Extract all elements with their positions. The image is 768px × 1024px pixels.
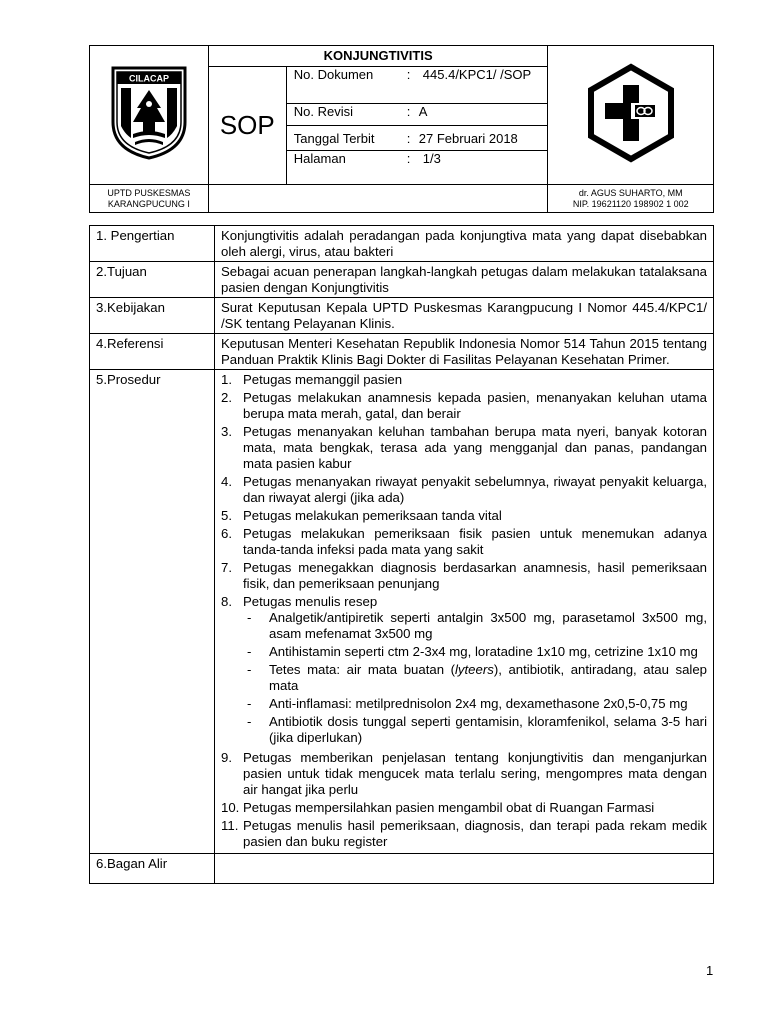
row-tujuan [90,262,714,298]
label-tujuan: 2.Tujuan [90,262,215,298]
list-item: 2. Petugas melakukan anamnesis kepada pasien, menanyakan keluhan utama berupa mata merah, gatal, dan berair [221,390,707,421]
label-bagan-alir: 6.Bagan Alir [90,854,215,884]
issue-date-value: 27 Februari 2018 [418,130,518,146]
doc-info [287,67,548,184]
label-pengertian: 1. Pengertian [90,226,215,262]
org-name: UPTD PUSKESMAS KARANGPUCUNG I [90,185,209,213]
procedure-cell [215,370,714,854]
label-referensi: 4.Referensi [90,334,215,370]
page-number: 1 [706,963,714,978]
list-item: 5. Petugas melakukan pemeriksaan tanda vital [221,508,502,523]
prescription-item: - Antihistamin seperti ctm 2-3x4 mg, loratadine 1x10 mg, cetrizine 1x10 mg [247,644,698,659]
puskesmas-logo-cell [548,46,714,185]
page-value: 1/3 [422,151,441,166]
issue-date-row: Tanggal Terbit : 27 Februari 2018 [287,126,548,151]
sop-header [89,45,714,213]
procedure-list [221,372,707,850]
revision-key: No. Revisi [293,104,354,119]
prescription-item: - Antibiotik dosis tunggal seperti gentamisin, kloramfenikol, selama 3-5 hari (jika diperlukan) [247,714,707,745]
list-item: 11. Petugas menulis hasil pemeriksaan, diagnosis, dan terapi pada rekam medik pasien dan buku register [221,818,707,849]
page-key: Halaman [293,151,346,166]
prescription-list [221,610,707,748]
text-tujuan: Sebagai acuan penerapan langkah-langkah petugas dalam melakukan tatalaksana pasien dengan Konjungtivitis [215,262,714,298]
revision-row: No. Revisi : A [287,104,548,126]
sop-label: SOP [209,67,287,184]
row-bagan-alir [90,854,714,884]
text-pengertian: Konjungtivitis adalah peradangan pada konjungtiva mata yang dapat disebabkan oleh alergi, virus, atau bakteri [215,226,714,262]
revision-value: A [418,104,428,119]
empty-footer-cell [208,185,548,213]
signer: dr. AGUS SUHARTO, MM NIP. 19621120 198902 1 002 [548,185,714,213]
row-kebijakan [90,298,714,334]
header-middle [208,46,548,185]
row-prosedur [90,370,714,854]
list-item: 7. Petugas menegakkan diagnosis berdasarkan anamnesis, hasil pemeriksaan fisik, dan pemeriksaan penunjang [221,560,707,591]
list-item: 9. Petugas memberikan penjelasan tentang konjungtivitis dan menganjurkan pasien untuk tidak mengucek mata terlalu sering, mengompres mata dengan air hangat jika perlu [221,750,707,797]
page-row: Halaman : 1/3 [287,151,548,184]
doc-number-value: 445.4/KPC1/ /SOP [422,67,532,82]
row-referensi [90,334,714,370]
label-kebijakan: 3.Kebijakan [90,298,215,334]
label-prosedur: 5.Prosedur [90,370,215,854]
list-item: 10. Petugas mempersilahkan pasien mengambil obat di Ruangan Farmasi [221,800,655,815]
row-pengertian [90,226,714,262]
sop-content-table [89,225,737,884]
list-item: 6. Petugas melakukan pemeriksaan fisik pasien untuk menemukan adanya tanda-tanda infeksi pada mata yang sakit [221,526,707,557]
list-item: 1. Petugas memanggil pasien [221,372,403,387]
text-referensi: Keputusan Menteri Kesehatan Republik Indonesia Nomor 514 Tahun 2015 tentang Panduan Praktik Klinis Bagi Dokter di Fasilitas Pelayanan Kesehatan Primer. [215,334,714,370]
doc-number-key: No. Dokumen [293,67,374,82]
prescription-item: - Analgetik/antipiretik seperti antalgin 3x500 mg, parasetamol 3x500 mg, asam mefenamat 3x500 mg [247,610,707,641]
cilacap-logo-cell [90,46,209,185]
cilacap-emblem-icon [107,64,191,162]
prescription-item: - Tetes mata: air mata buatan (lyteers), antibiotik, antiradang, atau salep mata [247,662,707,693]
list-item: 4. Petugas menanyakan riwayat penyakit sebelumnya, riwayat penyakit keluarga, dan riwayat alergi (jika ada) [221,474,707,505]
text-bagan-alir [215,854,714,884]
doc-title: KONJUNGTIVITIS [209,46,548,67]
svg-text:CILACAP: CILACAP [128,73,169,83]
issue-date-key: Tanggal Terbit [293,130,375,146]
list-item: 8. Petugas menulis resep - Analgetik/antipiretik seperti antalgin 3x500 mg, parasetamol 3x500 mg, asam mefenamat 3x500 mg - Antihistamin seperti ctm 2-3x4 mg, loratadine 1x10 mg, cetrizine 1x10 mg - Tetes mata: air mata buatan (lyteers), antibiotik, antiradang, atau salep mata - Anti-inflamasi: metilprednisolon 2x4 mg, dexamethasone 2x0,5-0,75 mg - Antibiotik dosis tunggal seperti gentamisin, kloramfenikol, selama 3-5 hari (jika diperlukan) [221,594,707,748]
prescription-item: - Anti-inflamasi: metilprednisolon 2x4 mg, dexamethasone 2x0,5-0,75 mg [247,696,688,711]
puskesmas-logo-icon [585,63,677,163]
list-item: 3. Petugas menanyakan keluhan tambahan berupa mata nyeri, banyak kotoran mata, mata bengkak, terasa ada yang mengganjal dan panas, pandangan mata pasien kabur [221,424,707,471]
text-kebijakan: Surat Keputusan Kepala UPTD Puskesmas Karangpucung I Nomor 445.4/KPC1/ /SK tentang Pelayanan Klinis. [215,298,714,334]
doc-number-row: No. Dokumen : 445.4/KPC1/ /SOP [287,67,548,104]
